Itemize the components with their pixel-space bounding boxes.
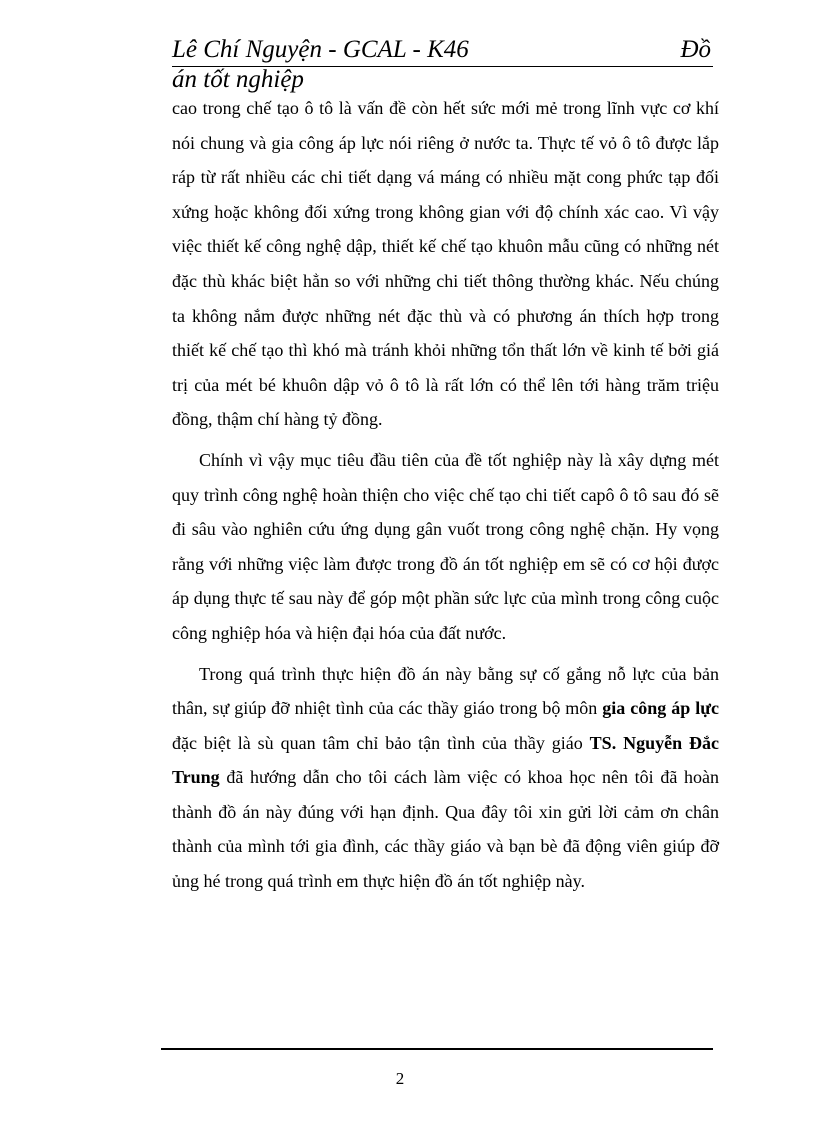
header-title-line <box>172 34 713 67</box>
header-doc-type-continued: án tốt nghiệp <box>172 66 304 93</box>
paragraph-3-text-a: Trong quá trình thực hiện đồ án này bằng sự cố gắng nỗ lực của bản thân, sự giúp đỡ nhiệt tình của các thầy giáo trong bộ môn <box>172 663 719 719</box>
paragraph-3 <box>172 657 719 899</box>
header-doc-type: Đồ <box>680 36 711 63</box>
body-text <box>172 91 719 905</box>
paragraph-3-text-c: đặc biệt là sù quan tâm chỉ bảo tận tình của thầy giáo <box>172 732 590 753</box>
advisor-name: TS. Nguyễn Đắc Trung <box>172 732 719 788</box>
paragraph-2: Chính vì vậy mục tiêu đầu tiên của đề tốt nghiệp này là xây dựng mét quy trình công nghệ hoàn thiện cho việc chế tạo chi tiết capô ô tô sau đó sẽ đi sâu vào nghiên cứu ứng dụng gân vuốt trong công nghệ chặn. Hy vọng rằng với những việc làm được trong đồ án tốt nghiệp em sẽ có cơ hội được áp dụng thực tế sau này để góp một phần sức lực của mình trong công cuộc công nghiệp hóa và hiện đại hóa của đất nước. <box>172 449 719 643</box>
footer-divider <box>161 1048 713 1050</box>
department-name: gia công áp lực <box>602 698 719 719</box>
header-author: Lê Chí Nguyện - GCAL - K46 <box>172 36 469 63</box>
page-number: 2 <box>395 1069 405 1088</box>
page-header <box>172 34 713 96</box>
paragraph-3-text-e: đã hướng dẫn cho tôi cách làm việc có khoa học nên tôi đã hoàn thành đồ án này đúng với hạn định. Qua đây tôi xin gửi lời cảm ơn chân thành của mình tới gia đình, các thầy giáo và bạn bè đã động viên giúp đỡ ủng hé trong quá trình em thực hiện đồ án tốt nghiệp này. <box>172 767 719 892</box>
paragraph-1: cao trong chế tạo ô tô là vấn đề còn hết sức mới mẻ trong lĩnh vực cơ khí nói chung và gia công áp lực nói riêng ở nước ta. Thực tế vỏ ô tô được lắp ráp từ rất nhiều các chi tiết dạng vá máng có nhiều mặt cong phức tạp đối xứng hoặc không đối xứng trong không gian với độ chính xác cao. Vì vậy việc thiết kế công nghệ dập, thiết kế chế tạo khuôn mẫu cũng có những nét đặc thù khác biệt hẳn so với những chi tiết thông thường khác. Nếu chúng ta không nắm được những nét đặc thù và có phương án thích hợp trong thiết kế chế tạo thì khó mà tránh khỏi những tổn thất lớn về kinh tế bởi giá trị của mét bé khuôn dập vỏ ô tô là rất lớn có thể lên tới hàng trăm triệu đồng, thậm chí hàng tỷ đồng. <box>172 98 719 430</box>
